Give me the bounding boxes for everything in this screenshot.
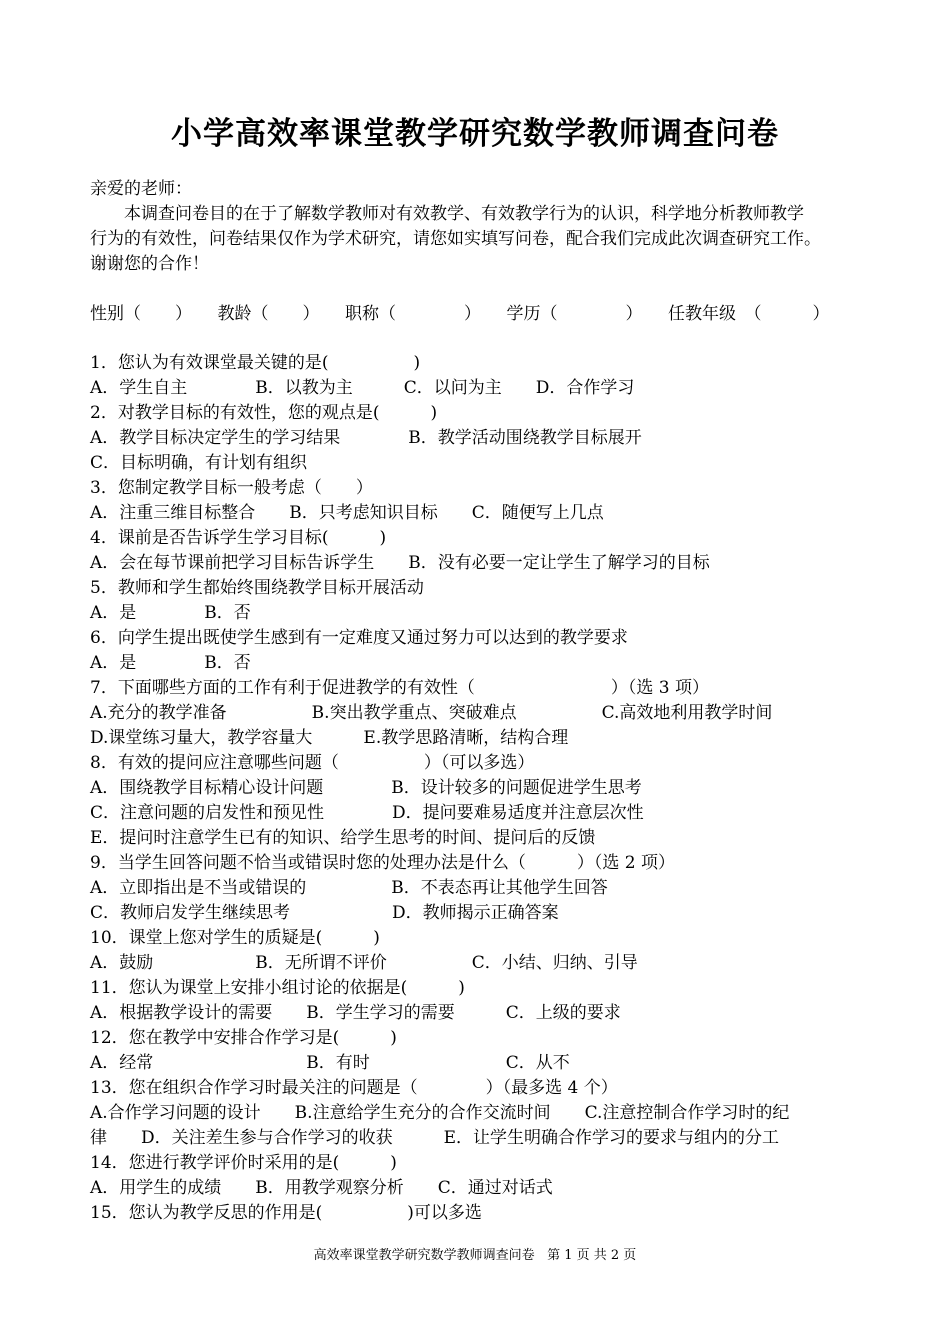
intro-line: 行为的有效性，问卷结果仅作为学术研究，请您如实填写问卷，配合我们完成此次调查研究工作。 xyxy=(90,229,821,249)
question-line: A.充分的教学准备 B.突出教学重点、突破难点 C.高效地利用教学时间 xyxy=(90,703,773,723)
footer-page-number: 第 1 页 共 2 页 xyxy=(547,1248,637,1263)
question-line: A．用学生的成绩 B．用教学观察分析 C．通过对话式 xyxy=(90,1178,553,1198)
question-line: A．经常 B．有时 C．从不 xyxy=(90,1053,570,1073)
question-line: A．会在每节课前把学习目标告诉学生 B．没有必要一定让学生了解学习的目标 xyxy=(90,553,710,573)
question-line: D.课堂练习量大，教学容量大 E.教学思路清晰，结构合理 xyxy=(90,728,569,748)
question-line: 9．当学生回答问题不恰当或错误时您的处理办法是什么（ ）（选 2 项） xyxy=(90,853,675,873)
page-footer xyxy=(0,1244,950,1263)
question-line: 12．您在教学中安排合作学习是( ) xyxy=(90,1028,397,1048)
question-line: C．教师启发学生继续思考 D．教师揭示正确答案 xyxy=(90,903,559,923)
question-line: A.合作学习问题的设计 B.注意给学生充分的合作交流时间 C.注意控制合作学习时的纪 xyxy=(90,1103,790,1123)
question-line: C．注意问题的启发性和预见性 D．提问要难易适度并注意层次性 xyxy=(90,803,644,823)
question-line: A．是 B．否 xyxy=(90,603,251,623)
intro-line: 谢谢您的合作！ xyxy=(90,254,209,274)
salutation: 亲爱的老师： xyxy=(90,179,192,199)
question-line: 11．您认为课堂上安排小组讨论的依据是( ) xyxy=(90,978,465,998)
question-line: 1．您认为有效课堂最关键的是( ) xyxy=(90,353,421,373)
footer-doc-name: 高效率课堂教学研究数学教师调查问卷 xyxy=(313,1248,535,1263)
question-line: C．目标明确，有计划有组织 xyxy=(90,453,308,473)
question-line: 15．您认为教学反思的作用是( )可以多选 xyxy=(90,1203,482,1223)
question-line: 8．有效的提问应注意哪些问题（ ）（可以多选） xyxy=(90,753,535,773)
personal-info-line: 性别（ ） 教龄（ ） 职称（ ） 学历（ ） 任教年级 （ ） xyxy=(90,304,830,324)
question-line: E．提问时注意学生已有的知识、给学生思考的时间、提问后的反馈 xyxy=(90,828,596,848)
question-line: 3．您制定教学目标一般考虑（ ） xyxy=(90,478,373,498)
question-line: 律 D．关注差生参与合作学习的收获 E．让学生明确合作学习的要求与组内的分工 xyxy=(90,1128,780,1148)
question-line: A．围绕教学目标精心设计问题 B．设计较多的问题促进学生思考 xyxy=(90,778,642,798)
question-line: 10．课堂上您对学生的质疑是( ) xyxy=(90,928,380,948)
question-line: A．注重三维目标整合 B．只考虑知识目标 C．随便写上几点 xyxy=(90,503,604,523)
question-line: A．学生自主 B．以教为主 C．以问为主 D．合作学习 xyxy=(90,378,635,398)
question-line: A．是 B．否 xyxy=(90,653,251,673)
question-line: 5．教师和学生都始终围绕教学目标开展活动 xyxy=(90,578,424,598)
question-line: 6．向学生提出既使学生感到有一定难度又通过努力可以达到的教学要求 xyxy=(90,628,628,648)
question-line: A．鼓励 B．无所谓不评价 C．小结、归纳、引导 xyxy=(90,953,638,973)
page-title: 小学高效率课堂教学研究数学教师调查问卷 xyxy=(171,116,779,152)
question-line: 4．课前是否告诉学生学习目标( ) xyxy=(90,528,387,548)
question-line: A．根据教学设计的需要 B．学生学习的需要 C．上级的要求 xyxy=(90,1003,621,1023)
question-line: 7．下面哪些方面的工作有利于促进教学的有效性（ ）（选 3 项） xyxy=(90,678,709,698)
question-line: A．立即指出是不当或错误的 B．不表态再让其他学生回答 xyxy=(90,878,608,898)
intro-line: 本调查问卷目的在于了解数学教师对有效教学、有效教学行为的认识，科学地分析教师教学 xyxy=(90,204,804,224)
question-line: 13．您在组织合作学习时最关注的问题是（ ）（最多选 4 个） xyxy=(90,1078,618,1098)
question-line: A．教学目标决定学生的学习结果 B．教学活动围绕教学目标展开 xyxy=(90,428,642,448)
question-line: 2．对教学目标的有效性，您的观点是( ) xyxy=(90,403,438,423)
question-line: 14．您进行教学评价时采用的是( ) xyxy=(90,1153,397,1173)
